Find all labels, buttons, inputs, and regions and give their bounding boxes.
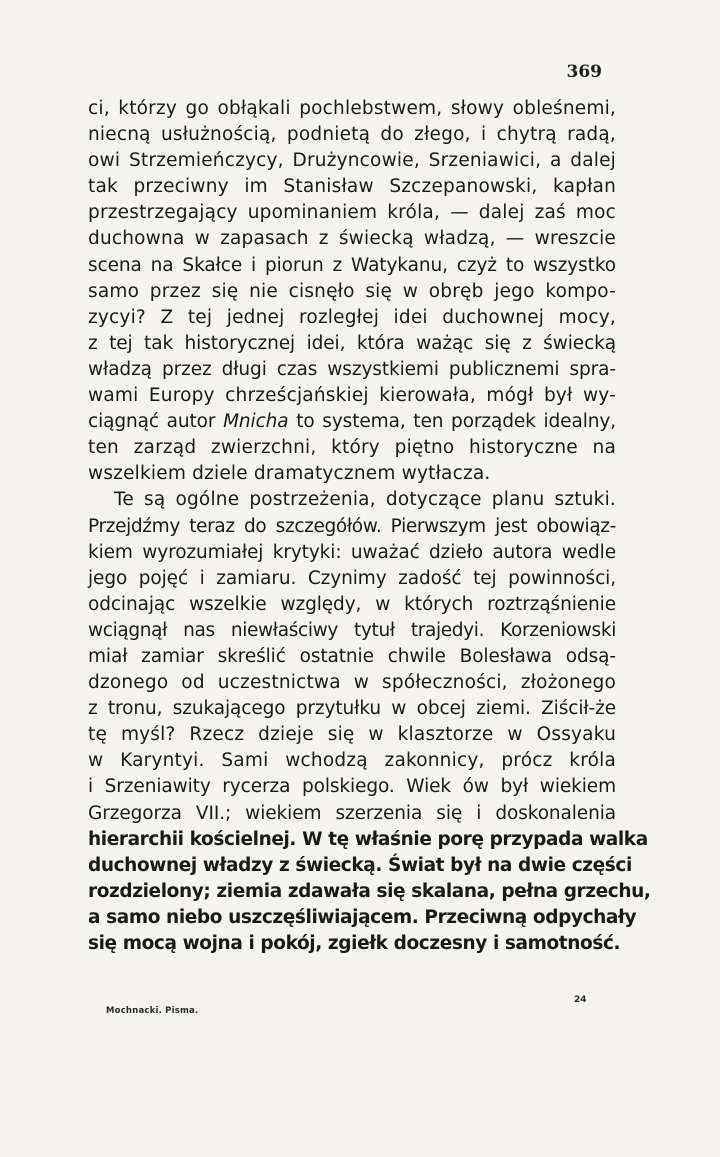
text-segment: ciągnąć autor — [88, 411, 224, 433]
text-line: zycyi? Z tej jednej rozległej idei duchownej mocy, — [88, 306, 616, 328]
text-line: duchownej władzy z świecką. Świat był na dwie części — [88, 854, 632, 876]
text-line: rozdzielony; ziemia zdawała się skalana, pełna grzechu, — [88, 880, 651, 902]
text-segment: to systema, ten porządek idealny, — [288, 411, 616, 433]
body-text — [88, 96, 651, 957]
text-line-with-title — [88, 409, 616, 435]
page-number: 369 — [566, 62, 602, 82]
text-line: a samo niebo uszczęśliwiającem. Przeciwną odpychały — [88, 906, 637, 928]
text-line: z tej tak historycznej idei, która ważąc się z świecką — [88, 332, 616, 354]
text-line: się mocą wojna i pokój, zgiełk doczesny i samotność. — [88, 933, 621, 954]
text-line: samo przez się nie cisnęło się w obręb jego kompo- — [88, 280, 616, 302]
text-line: i Srzeniawity rycerza polskiego. Wiek ów był wiekiem — [88, 776, 616, 798]
text-line: władzą przez długi czas wszystkiemi publicznemi spra- — [88, 358, 616, 380]
text-line: jego pojęć i zamiaru. Czynimy zadość tej powinności, — [88, 567, 616, 589]
text-line: owi Strzemieńczycy, Drużyncowie, Srzeniawici, a dalej — [88, 150, 616, 172]
text-line: wszelkiem dziele dramatycznem wytłacza. — [88, 463, 491, 485]
text-line: ci, którzy go obłąkali pochlebstwem, słowy obleśnemi, — [88, 98, 616, 119]
text-line: miał zamiar skreślić ostatnie chwile Bolesława odsą- — [88, 645, 616, 667]
text-line: wciągnął nas niewłaściwy tytuł trajedyi. Korzeniowski — [88, 619, 616, 641]
text-line: Przejdźmy teraz do szczegółów. Pierwszym jest obowiąz- — [88, 515, 616, 537]
work-title: Mnicha — [223, 411, 289, 433]
text-line: dzonego od uczestnictwa w spółeczności, złożonego — [88, 672, 616, 694]
text-line: Grzegorza VII.; wiekiem szerzenia się i doskonalenia — [88, 802, 616, 824]
paragraph-start: Te są ogólne postrzeżenia, dotyczące planu sztuki. — [114, 489, 616, 511]
text-line: tak przeciwny im Stanisław Szczepanowski, kapłan — [88, 176, 616, 198]
text-line: hierarchii kościelnej. W tę właśnie porę przypada walka — [88, 828, 648, 850]
text-line: odcinając wszelkie względy, w których roztrząśnienie — [88, 593, 616, 615]
sheet-number: 24 — [574, 995, 587, 1005]
text-line: tę myśl? Rzecz dzieje się w klasztorze w Ossyaku — [88, 724, 616, 746]
text-line: przestrzegający upominaniem króla, — dalej zaś moc — [88, 202, 616, 224]
text-line: scena na Skałce i piorun z Watykanu, czyż to wszystko — [88, 254, 616, 276]
text-line: ten zarząd zwierzchni, który piętno historyczne na — [88, 437, 616, 459]
text-line: duchowna w zapasach z świecką władzą, — wreszcie — [88, 228, 616, 250]
text-line: wami Europy chrześcjańskiej kierowała, mógł był wy- — [88, 385, 616, 407]
text-line: w Karyntyi. Sami wchodzą zakonnicy, prócz króla — [88, 750, 616, 772]
printer-signature: Mochnacki. Pisma. — [106, 1006, 199, 1016]
text-line: z tronu, szukającego przytułku w obcej ziemi. Ziścił-że — [88, 698, 616, 720]
text-line: kiem wyrozumiałej krytyki: uważać dzieło autora wedle — [88, 541, 616, 563]
text-line: niecną usłużnością, podnietą do złego, i chytrą radą, — [88, 124, 616, 146]
